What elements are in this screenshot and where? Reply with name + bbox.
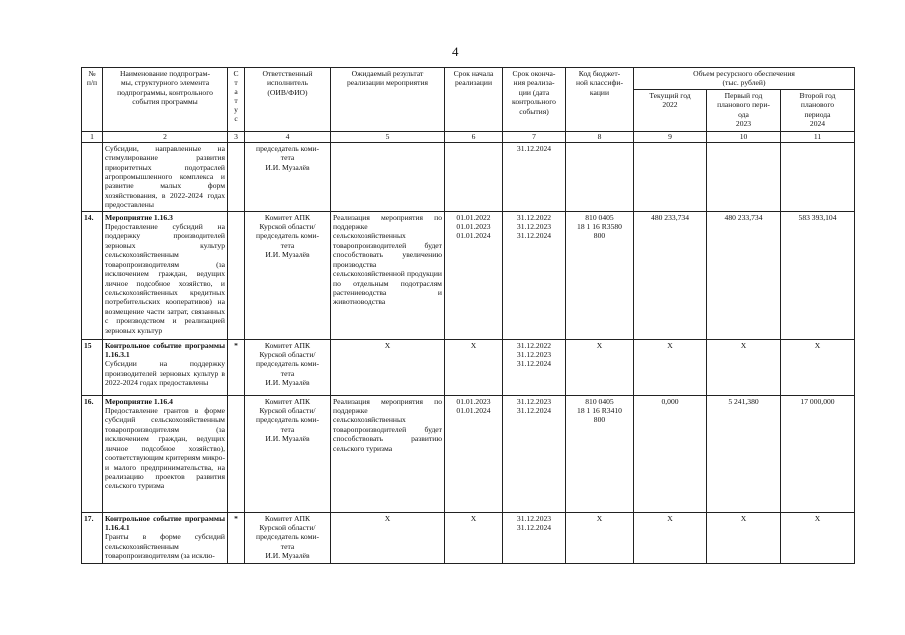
header-line: (тыс. рублей) [722, 78, 766, 88]
end-date-cell-line: 31.12.2023 [516, 222, 552, 232]
header-line: ния реализа- [513, 78, 555, 88]
executor-cell-line: Комитет АПК [264, 513, 311, 523]
column-index-row [82, 131, 855, 142]
header-line: с [234, 114, 238, 123]
budget-code-cell [566, 211, 634, 339]
column-index-cell: 8 [566, 131, 634, 142]
header-line: мы, структурного элемента [120, 78, 210, 88]
row-status-cell [228, 142, 245, 211]
column-index-cell: 11 [781, 131, 855, 142]
end-date-cell-line: 31.12.2023 [516, 396, 552, 406]
table-row [82, 211, 855, 339]
header-line: Текущий год [649, 90, 691, 100]
header-line: контрольного [512, 97, 556, 107]
header-line: п/п [86, 78, 98, 88]
col-end-header [503, 68, 566, 132]
row-name-cell [103, 512, 228, 563]
result-cell: Х [331, 339, 445, 395]
end-date-cell-line: 31.12.2022 [516, 340, 552, 350]
executor-cell-line: Комитет АПК [264, 396, 311, 406]
amount-y2022-cell [634, 142, 707, 211]
row-status-cell: * [228, 339, 245, 395]
col-name-header [103, 68, 228, 132]
row-name-cell [103, 211, 228, 339]
budget-code-cell-line: 800 [593, 231, 606, 241]
budget-code-cell-line: Х [596, 513, 603, 523]
header-line: исполнитель [266, 78, 309, 88]
row-status-cell [228, 211, 245, 339]
row-name-cell [103, 395, 228, 512]
executor-cell-line: тета [280, 153, 295, 163]
header-line: планового пери- [717, 100, 770, 110]
header-line: 2022 [662, 100, 678, 110]
col-result-header [331, 68, 445, 132]
start-date-cell-line: Х [470, 513, 477, 523]
end-date-cell-line: 31.12.2022 [516, 212, 552, 222]
budget-code-cell [566, 339, 634, 395]
end-date-cell-line: 31.12.2024 [516, 523, 552, 533]
row-number-cell: 16. [82, 395, 103, 512]
row-description: Субсидии на поддержку производителей зерновых культур в 2022-2024 годах предоставлены [105, 359, 225, 388]
start-date-cell-line: Х [470, 340, 477, 350]
start-date-cell [445, 211, 503, 339]
header-line: планового [800, 100, 835, 110]
table-row [82, 395, 855, 512]
end-date-cell [503, 211, 566, 339]
executor-cell [245, 395, 331, 512]
budget-code-cell [566, 512, 634, 563]
row-number-cell [82, 142, 103, 211]
start-date-cell-line: 01.01.2023 [456, 222, 491, 232]
row-number-cell: 15 [82, 339, 103, 395]
amount-y2024-cell [781, 142, 855, 211]
budget-code-cell-line: 18 1 16 R3410 [577, 406, 622, 416]
executor-cell-line: тета [280, 424, 295, 434]
executor-cell-line: И.И. Музалёв [265, 434, 310, 444]
end-date-cell [503, 142, 566, 211]
col-status-header [228, 68, 245, 132]
header-line: ной классифи- [576, 78, 623, 88]
end-date-cell-line: 31.12.2024 [516, 143, 552, 153]
amount-y2024-cell: 583 393,104 [781, 211, 855, 339]
start-date-cell-line: 01.01.2022 [456, 212, 491, 222]
executor-cell-line: Комитет АПК [264, 340, 311, 350]
col-2024-header [781, 89, 855, 131]
program-table [81, 67, 855, 564]
executor-cell [245, 512, 331, 563]
table-row [82, 339, 855, 395]
column-index-cell: 10 [707, 131, 781, 142]
budget-code-cell-line: Х [596, 340, 603, 350]
row-description: Предоставление грантов в форме субсидий сельскохозяйственным товаропроизводителям (за исключением граждан, ведущих личное подсобное хозяйство), соответствующим критериям микро- и малого предпринимательства, на реализацию проектов развития сельского туризма [105, 406, 225, 491]
amount-y2024-cell: Х [781, 512, 855, 563]
row-number-cell: 14. [82, 211, 103, 339]
end-date-cell [503, 395, 566, 512]
budget-code-cell [566, 395, 634, 512]
row-status-cell [228, 395, 245, 512]
table-row [82, 512, 855, 563]
row-description: Предоставление субсидий на поддержку производителей зерновых культур сельскохозяйственным товаропроизводителям (за исключением граждан, ведущих личное подсобное хозяйство, и сельскохозяйственных кредитных потребительских кооперативов) на возмещение части затрат, связанных с производством и реализацией зерновых культур [105, 222, 225, 335]
header-line: № [88, 69, 96, 78]
start-date-cell-line: 01.01.2024 [456, 406, 491, 416]
executor-cell-line: Курской области/ [259, 350, 316, 360]
end-date-cell [503, 512, 566, 563]
executor-cell [245, 211, 331, 339]
row-name-cell [103, 142, 228, 211]
executor-cell [245, 142, 331, 211]
result-cell: Реализация мероприятия по поддержке сельскохозяйственных товаропроизводителей будет способствовать увеличению производства сельскохозяйственной продукции по отдельным подотраслям растениеводства и животноводства [331, 211, 445, 339]
budget-code-cell-line: 810 0405 [585, 212, 614, 222]
row-title: Контрольное событие программы 1.16.3.1 [105, 340, 225, 360]
row-title: Мероприятие 1.16.3 [105, 212, 173, 222]
header-line: реализации [454, 78, 493, 88]
start-date-cell-line: 01.01.2024 [456, 231, 491, 241]
header-line: Срок оконча- [512, 69, 556, 78]
end-date-cell [503, 339, 566, 395]
header-line: Ожидаемый результат [351, 69, 424, 78]
end-date-cell-line: 31.12.2023 [516, 513, 552, 523]
header-line: т [234, 96, 238, 105]
col-resource-header [634, 68, 855, 90]
header-line: Объем ресурсного обеспечения [693, 69, 795, 78]
executor-cell-line: Курской области/ [259, 222, 316, 232]
column-index-cell: 4 [245, 131, 331, 142]
page-number: 4 [452, 44, 459, 59]
col-2023-header [707, 89, 781, 131]
amount-y2024-cell: 17 000,000 [781, 395, 855, 512]
amount-y2022-cell: Х [634, 339, 707, 395]
executor-cell-line: И.И. Музалёв [265, 250, 310, 260]
executor-cell-line: Курской области/ [259, 406, 316, 416]
amount-y2024-cell: Х [781, 339, 855, 395]
header-line: ции (дата [518, 87, 550, 97]
end-date-cell-line: 31.12.2024 [516, 359, 552, 369]
budget-code-cell [566, 142, 634, 211]
row-description: Гранты в форме субсидий сельскохозяйственным товаропроизводителям (за исклю- [105, 532, 225, 561]
executor-cell-line: И.И. Музалёв [265, 378, 310, 388]
header-line: т [234, 78, 238, 87]
header-line: события) [519, 106, 549, 116]
executor-cell-line: председатель коми- [256, 231, 319, 241]
budget-code-cell-line: 800 [593, 415, 606, 425]
header-line: Ответственный [262, 69, 313, 78]
executor-cell-line: И.И. Музалёв [265, 551, 310, 561]
col-num-header [82, 68, 103, 132]
executor-cell-line: председатель коми- [256, 143, 319, 153]
header-line: периода [804, 109, 831, 119]
start-date-cell [445, 339, 503, 395]
start-date-cell-line: 01.01.2023 [456, 396, 491, 406]
header-line: Срок начала [453, 69, 494, 78]
table-row [82, 142, 855, 211]
executor-cell-line: тета [280, 541, 295, 551]
column-index-cell: 1 [82, 131, 103, 142]
end-date-cell-line: 31.12.2023 [516, 350, 552, 360]
header-line: С [233, 69, 239, 78]
col-code-header [566, 68, 634, 132]
header-line: реализации мероприятия [346, 78, 429, 88]
row-status-cell: * [228, 512, 245, 563]
amount-y2022-cell: Х [634, 512, 707, 563]
header-line: а [234, 87, 238, 96]
row-name-cell [103, 339, 228, 395]
budget-code-cell-line: 18 1 16 R3580 [577, 222, 622, 232]
header-line: подпрограммы, контрольного [117, 87, 213, 97]
col-2022-header [634, 89, 707, 131]
executor-cell-line: председатель коми- [256, 415, 319, 425]
amount-y2023-cell: Х [707, 512, 781, 563]
column-index-cell: 2 [103, 131, 228, 142]
executor-cell-line: председатель коми- [256, 532, 319, 542]
budget-code-cell-line: 810 0405 [585, 396, 614, 406]
header-line: Второй год [799, 90, 836, 100]
executor-cell-line: Курской области/ [259, 523, 316, 533]
amount-y2022-cell: 480 233,734 [634, 211, 707, 339]
row-title: Контрольное событие программы 1.16.4.1 [105, 513, 225, 533]
amount-y2023-cell: Х [707, 339, 781, 395]
header-line: (ОИВ/ФИО) [267, 87, 308, 97]
start-date-cell [445, 395, 503, 512]
column-index-cell: 3 [228, 131, 245, 142]
amount-y2023-cell: 480 233,734 [707, 211, 781, 339]
header-line: ода [738, 109, 749, 119]
col-executor-header [245, 68, 331, 132]
row-number-cell: 17. [82, 512, 103, 563]
column-index-cell: 7 [503, 131, 566, 142]
col-start-header [445, 68, 503, 132]
header-line: 2023 [735, 119, 752, 129]
start-date-cell [445, 142, 503, 211]
executor-cell-line: Комитет АПК [264, 212, 311, 222]
result-cell: Х [331, 512, 445, 563]
amount-y2023-cell: 5 241,380 [707, 395, 781, 512]
executor-cell-line: тета [280, 368, 295, 378]
header-line: 2024 [809, 119, 826, 129]
executor-cell-line: председатель коми- [256, 359, 319, 369]
result-cell [331, 142, 445, 211]
header-line: Код бюджет- [578, 69, 621, 78]
header-line: у [234, 105, 238, 114]
header-line: Наименование подпрограм- [120, 69, 210, 78]
row-title: Мероприятие 1.16.4 [105, 396, 173, 406]
header-line: события программы [132, 97, 198, 107]
column-index-cell: 9 [634, 131, 707, 142]
end-date-cell-line: 31.12.2024 [516, 406, 552, 416]
header-line: кации [589, 87, 610, 97]
end-date-cell-line: 31.12.2024 [516, 231, 552, 241]
row-description: Субсидии, направленные на стимулирование развития приоритетных подотраслей агропромышленного комплекса и развитие малых форм хозяйствования, в 2022-2024 годах предоставлены [105, 143, 225, 210]
executor-cell [245, 339, 331, 395]
header-line: Первый год [724, 90, 763, 100]
executor-cell-line: тета [280, 240, 295, 250]
column-index-cell: 6 [445, 131, 503, 142]
amount-y2022-cell: 0,000 [634, 395, 707, 512]
result-cell: Реализация мероприятия по поддержке сельскохозяйственных товаропроизводителей будет способствовать развитию сельского туризма [331, 395, 445, 512]
executor-cell-line: И.И. Музалёв [265, 162, 310, 172]
amount-y2023-cell [707, 142, 781, 211]
column-index-cell: 5 [331, 131, 445, 142]
start-date-cell [445, 512, 503, 563]
